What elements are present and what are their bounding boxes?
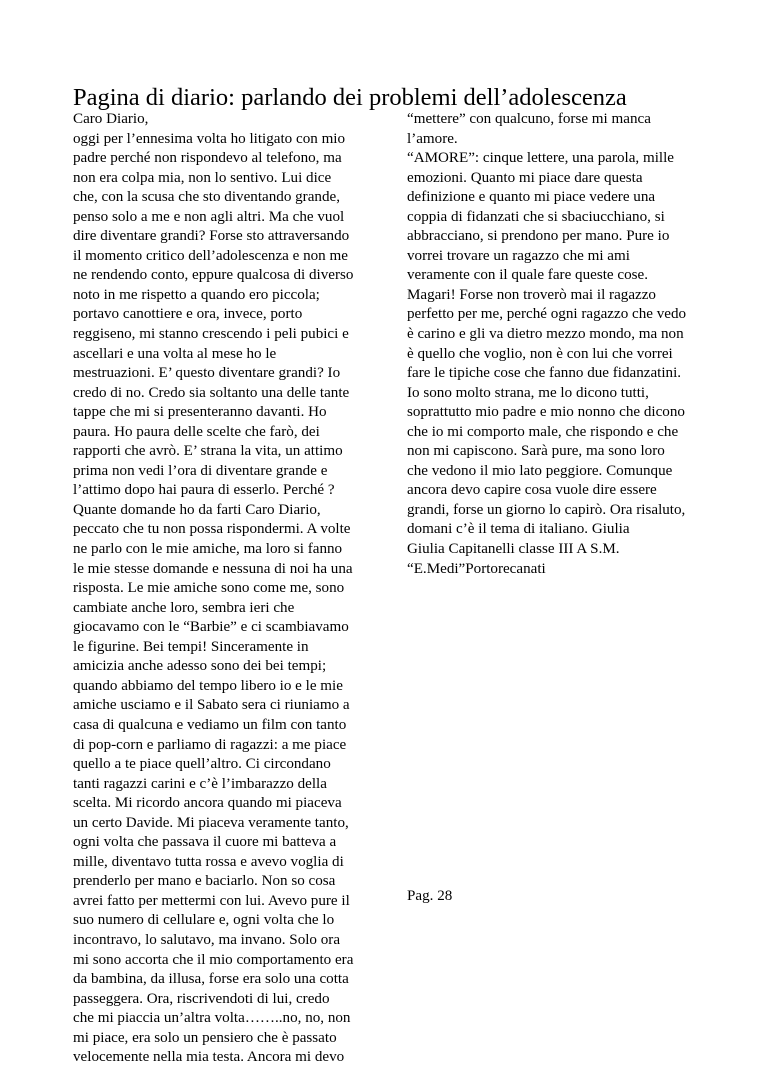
text-line: mille, diventavo tutta rossa e avevo voglia di xyxy=(73,853,344,870)
text-line: rapporti che avrò. E’ strana la vita, un attimo xyxy=(73,443,343,460)
text-line: tappe che mi si presenteranno davanti. Ho xyxy=(73,404,327,421)
text-line: paura. Ho paura delle scelte che farò, dei xyxy=(73,423,320,440)
text-line: il momento critico dell’adolescenza e non me xyxy=(73,247,348,264)
text-line: mi sono accorta che il mio comportamento era xyxy=(73,951,354,968)
text-line: non mi capiscono. Sarà pure, ma sono loro xyxy=(407,443,665,460)
text-line: le figurine. Bei tempi! Sinceramente in xyxy=(73,638,309,655)
text-line: l’amore. xyxy=(407,130,458,147)
text-line: che vedono il mio lato peggiore. Comunque xyxy=(407,462,673,479)
text-line: un certo Davide. Mi piaceva veramente tanto, xyxy=(73,814,349,831)
text-line: prima non vedi l’ora di diventare grande e xyxy=(73,462,328,479)
text-line: quando abbiamo del tempo libero io e le mie xyxy=(73,677,343,694)
text-line: mestruazioni. E’ questo diventare grandi? Io xyxy=(73,365,341,382)
text-line: che mi piaccia un’altra volta……..no, no, non xyxy=(73,1010,351,1027)
text-line: mi piace, era solo un pensiero che è passato xyxy=(73,1029,337,1046)
text-line: Quante domande ho da farti Caro Diario, xyxy=(73,501,321,518)
left-text-column xyxy=(73,110,373,1068)
text-line: penso solo a me e non agli altri. Ma che vuol xyxy=(73,208,345,225)
text-line: Giulia Capitanelli classe III A S.M. xyxy=(407,541,620,558)
right-text-column xyxy=(407,110,727,579)
text-line: risposta. Le mie amiche sono come me, sono xyxy=(73,580,345,597)
text-line: definizione e quanto mi piace vedere una xyxy=(407,189,656,206)
text-line: grandi, forse un giorno lo capirò. Ora risaluto, xyxy=(407,501,686,518)
text-line: ogni volta che passava il cuore mi batteva a xyxy=(73,834,337,851)
text-line: da bambina, da illusa, forse era solo una cotta xyxy=(73,971,349,988)
text-line: ne rendendo conto, eppure qualcosa di diverso xyxy=(73,267,354,284)
text-line: coppia di fidanzati che si sbaciucchiano, si xyxy=(407,208,665,225)
text-line: suo numero di cellulare e, ogni volta che lo xyxy=(73,912,335,929)
text-line: ancora devo capire cosa vuole dire essere xyxy=(407,482,657,499)
text-line: dire diventare grandi? Forse sto attraversando xyxy=(73,228,350,245)
text-line: incontravo, lo salutavo, ma invano. Solo ora xyxy=(73,931,341,948)
text-line: credo di no. Credo sia soltanto una delle tante xyxy=(73,384,350,401)
text-line: tanti ragazzi carini e c’è l’imbarazzo della xyxy=(73,775,327,792)
text-line: amicizia anche adesso sono dei bei tempi; xyxy=(73,658,327,675)
text-line: vorrei trovare un ragazzo che mi ami xyxy=(407,247,630,264)
text-line: scelta. Mi ricordo ancora quando mi piaceva xyxy=(73,795,342,812)
text-line: “E.Medi”Portorecanati xyxy=(407,560,546,577)
text-line: emozioni. Quanto mi piace dare questa xyxy=(407,169,643,186)
text-line: velocemente nella mia testa. Ancora mi devo xyxy=(73,1049,345,1066)
text-line: abbracciano, si prendono per mano. Pure io xyxy=(407,228,670,245)
text-line: prenderlo per mano e baciarlo. Non so cosa xyxy=(73,873,336,890)
text-line: veramente con il quale fare queste cose. xyxy=(407,267,648,284)
text-line: ascellari e una volta al mese ho le xyxy=(73,345,277,362)
text-line: Caro Diario, xyxy=(73,111,149,127)
text-line: ne parlo con le mie amiche, ma loro si fanno xyxy=(73,541,343,558)
text-line: le mie stesse domande e nessuna di noi ha una xyxy=(73,560,353,577)
text-line: padre perché non rispondevo al telefono, ma xyxy=(73,150,342,167)
text-line: cambiate anche loro, sembra ieri che xyxy=(73,599,295,616)
text-line: Io sono molto strana, me lo dicono tutti, xyxy=(407,384,649,401)
text-line: “mettere” con qualcuno, forse mi manca xyxy=(407,111,651,127)
text-line: è quello che voglio, non è con lui che vorrei xyxy=(407,345,673,362)
text-line: avrei fatto per mettermi con lui. Avevo pure il xyxy=(73,892,350,909)
text-line: soprattutto mio padre e mio nonno che dicono xyxy=(407,404,685,421)
text-line: peccato che tu non possa rispondermi. A volte xyxy=(73,521,351,538)
text-line: oggi per l’ennesima volta ho litigato con mio xyxy=(73,130,346,147)
page-title: Pagina di diario: parlando dei problemi dell’adolescenza xyxy=(73,84,627,111)
text-line: noto in me rispetto a quando ero piccola; xyxy=(73,286,320,303)
text-line: “AMORE”: cinque lettere, una parola, mille xyxy=(407,150,674,167)
text-line: è carino e gli va dietro mezzo mondo, ma non xyxy=(407,326,684,343)
text-line: di pop-corn e parliamo di ragazzi: a me piace xyxy=(73,736,347,753)
text-line: perfetto per me, perché ogni ragazzo che vedo xyxy=(407,306,687,323)
text-line: che, con la scusa che sto diventando grande, xyxy=(73,189,340,206)
page-number: Pag. 28 xyxy=(407,888,453,904)
text-line: passeggera. Ora, riscrivendoti di lui, credo xyxy=(73,990,330,1007)
text-line: l’attimo dopo hai paura di esserlo. Perché ? xyxy=(73,482,335,499)
text-line: fare le tipiche cose che fanno due fidanzatini. xyxy=(407,365,682,382)
text-line: quello a te piace quell’altro. Ci circondano xyxy=(73,756,331,773)
text-line: giocavamo con le “Barbie” e ci scambiavamo xyxy=(73,619,349,636)
text-line: non era colpa mia, non lo sentivo. Lui dice xyxy=(73,169,332,186)
text-line: che io mi comporto male, che rispondo e che xyxy=(407,423,679,440)
text-line: amiche usciamo e il Sabato sera ci riuniamo a xyxy=(73,697,350,714)
text-line: casa di qualcuna e vediamo un film con tanto xyxy=(73,716,347,733)
text-line: domani c’è il tema di italiano. Giulia xyxy=(407,521,630,538)
text-line: Magari! Forse non troverò mai il ragazzo xyxy=(407,286,656,303)
text-line: reggiseno, mi stanno crescendo i peli pubici e xyxy=(73,326,349,343)
text-line: portavo canottiere e ora, invece, porto xyxy=(73,306,303,323)
